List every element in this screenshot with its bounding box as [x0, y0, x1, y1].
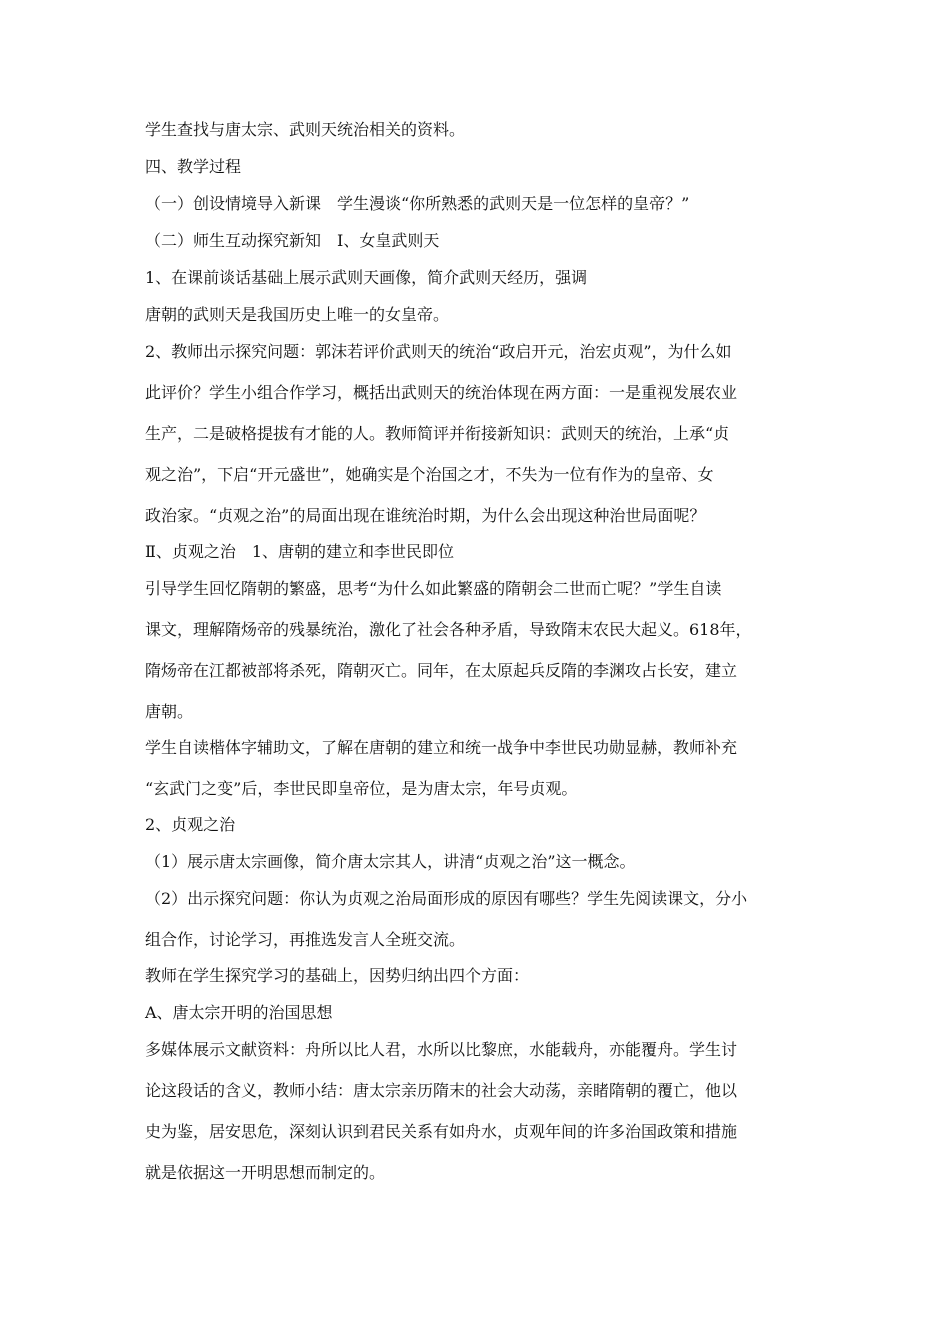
text-line: A、唐太宗开明的治国思想	[145, 1003, 333, 1022]
text-line: （2）出示探究问题：你认为贞观之治局面形成的原因有哪些？学生先阅读课文，分小	[145, 889, 748, 908]
text-line: 学生查找与唐太宗、武则天统治相关的资料。	[145, 120, 466, 139]
text-line: （二）师生互动探究新知 Ⅰ、女皇武则天	[145, 231, 440, 250]
text-line: 论这段话的含义，教师小结：唐太宗亲历隋末的社会大动荡，亲睹隋朝的覆亡，他以	[145, 1081, 738, 1100]
text-line: 教师在学生探究学习的基础上，因势归纳出四个方面：	[145, 966, 530, 985]
text-line: “玄武门之变”后，李世民即皇帝位，是为唐太宗，年号贞观。	[145, 779, 578, 798]
text-line: 多媒体展示文献资料：舟所以比人君，水所以比黎庶，水能载舟，亦能覆舟。学生讨	[145, 1040, 738, 1059]
text-line: 1、在课前谈话基础上展示武则天画像，简介武则天经历，强调	[145, 268, 588, 287]
text-line: 引导学生回忆隋朝的繁盛，思考“为什么如此繁盛的隋朝会二世而亡呢？”学生自读	[145, 579, 722, 598]
text-line: 2、贞观之治	[145, 815, 236, 834]
text-line: 课文，理解隋炀帝的残暴统治，激化了社会各种矛盾，导致隋末农民大起义。618年，	[145, 620, 752, 639]
text-line: 唐朝的武则天是我国历史上唯一的女皇帝。	[145, 305, 450, 324]
text-line: 2、教师出示探究问题：郭沫若评价武则天的统治“政启开元，治宏贞观”，为什么如	[145, 342, 732, 361]
text-line: 隋炀帝在江都被部将杀死，隋朝灭亡。同年，在太原起兵反隋的李渊攻占长安，建立	[145, 661, 738, 680]
text-line: 学生自读楷体字辅助文，了解在唐朝的建立和统一战争中李世民功勋显赫，教师补充	[145, 738, 738, 757]
section-heading: 四、教学过程	[145, 157, 242, 176]
text-line: 观之治”，下启“开元盛世”，她确实是个治国之才，不失为一位有作为的皇帝、女	[145, 465, 714, 484]
text-line: 此评价？学生小组合作学习，概括出武则天的统治体现在两方面：一是重视发展农业	[145, 383, 738, 402]
text-line: 政治家。“贞观之治”的局面出现在谁统治时期，为什么会出现这种治世局面呢？	[145, 506, 706, 525]
text-line: （一）创设情境导入新课 学生漫谈“你所熟悉的武则天是一位怎样的皇帝？”	[145, 194, 690, 213]
text-line: （1）展示唐太宗画像，简介唐太宗其人，讲清“贞观之治”这一概念。	[145, 852, 636, 871]
text-line: Ⅱ、贞观之治 1、唐朝的建立和李世民即位	[145, 542, 455, 561]
text-line: 就是依据这一开明思想而制定的。	[145, 1163, 386, 1182]
text-line: 史为鉴，居安思危，深刻认识到君民关系有如舟水，贞观年间的许多治国政策和措施	[145, 1122, 738, 1141]
text-line: 组合作，讨论学习，再推选发言人全班交流。	[145, 930, 466, 949]
text-line: 生产，二是破格提拔有才能的人。教师简评并衔接新知识：武则天的统治，上承“贞	[145, 424, 730, 443]
document-body	[145, 120, 810, 1183]
text-line: 唐朝。	[145, 702, 194, 721]
